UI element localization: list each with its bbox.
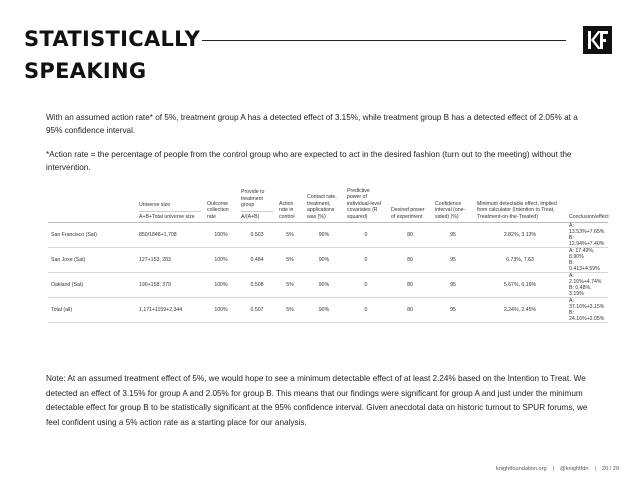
table-row <box>48 273 608 298</box>
page-number: 20 / 29 <box>601 466 619 472</box>
cell-power: 80 <box>388 223 432 248</box>
page-footer <box>496 466 619 472</box>
th-min-detectable: Minimum detectable effect, implied from calculator (Intention to Treat, Treatment-on-the-Treated) <box>474 186 566 223</box>
cell-provide: 0.484 <box>238 248 276 273</box>
th-conclusion: Conclusion/effect <box>566 186 608 223</box>
th-desired-power: Desired power of experiment <box>388 186 432 223</box>
th-outcome-rate: Outcome collection rate <box>204 186 238 223</box>
cell-confidence: 95 <box>432 248 474 273</box>
cell-area: Total (all) <box>48 298 136 323</box>
footer-separator: | <box>552 466 555 472</box>
table-row <box>48 298 608 323</box>
title-block <box>21 26 203 84</box>
cell-universe: 1,171+1159+2,344 <box>136 298 204 323</box>
cell-conclusion: A: 2.10%+4.74% B: 0.48%, 3.19% <box>566 273 608 298</box>
cell-contact: 90% <box>304 273 344 298</box>
cell-power: 80 <box>388 273 432 298</box>
cell-action: 5% <box>276 298 304 323</box>
cell-outcome: 100% <box>204 248 238 273</box>
page-title-line-1: STATISTICALLY <box>21 26 203 52</box>
footer-site-link[interactable]: knightfoundation.org <box>495 466 547 472</box>
cell-confidence: 95 <box>432 298 474 323</box>
analysis-note: Note: At an assumed treatment effect of 5%, we would hope to see a minimum detectable effect of at least 2.24% based on the Intention to Treat. We detected an effect of 3.15% for group A and 2.05% for group B. This means that our findings were significant for group A and just under the minimum detectable effect for group B to be statistically significant at the 95% confidence interval. Given anecdotal data on historic turnout to SPUR forums, we feel confident using a 5% action rate as a starting place for our analysis. <box>46 374 588 427</box>
cell-provide: 0.508 <box>238 273 276 298</box>
th-confidence: Confidence interval (one-sided) (%) <box>432 186 474 223</box>
cell-action: 5% <box>276 273 304 298</box>
cell-mde: 2.24%, 2.45% <box>474 298 566 323</box>
cell-mde: 2.82%, 3.13% <box>474 223 566 248</box>
th-contact-rate: Contact rate, treatment, applications was (%) <box>304 186 344 223</box>
cell-universe: 190+158, 379 <box>136 273 204 298</box>
cell-provide: 0.503 <box>238 223 276 248</box>
cell-predictive: 0 <box>344 223 388 248</box>
power-analysis-table <box>48 186 608 340</box>
cell-area: Oakland (Sat) <box>48 273 136 298</box>
cell-contact: 90% <box>304 223 344 248</box>
action-rate-footnote: *Action rate = the percentage of people from the control group who are expected to act in the desired fashion (turn out to the meeting) without the intervention. <box>46 150 572 172</box>
knight-foundation-logo <box>583 26 612 54</box>
th-predictive-power: Predictive power of individual-level covariates (R squared) <box>344 186 388 223</box>
cell-provide: 0.507 <box>238 298 276 323</box>
cell-action: 5% <box>276 248 304 273</box>
th-provide-treatment: Provide to treatment group A/(A+B) <box>238 186 276 223</box>
cell-conclusion: A: 17.49%, 8.90% B: 0.413+4.59% <box>566 248 608 273</box>
cell-predictive: 0 <box>344 298 388 323</box>
th-action-rate: Action rate in control <box>276 186 304 223</box>
cell-predictive: 0 <box>344 248 388 273</box>
cell-universe: 850/1848+1,708 <box>136 223 204 248</box>
cell-outcome: 100% <box>204 298 238 323</box>
cell-universe: 127+153, 283 <box>136 248 204 273</box>
cell-confidence: 95 <box>432 273 474 298</box>
table-row <box>48 248 608 273</box>
cell-conclusion: A: 13.53%+7.65% B: 12.94%+7.40% <box>566 223 608 248</box>
th-area <box>48 186 136 223</box>
cell-contact: 90% <box>304 248 344 273</box>
footer-separator: | <box>594 466 596 472</box>
intro-paragraph: With an assumed action rate* of 5%, treatment group A has a detected effect of 3.15%, while treatment group B has a detected effect of 2.05% at a 95% confidence interval. <box>46 113 578 135</box>
th-universe-size: Universe size A+B+Total universe size <box>136 186 204 223</box>
cell-contact: 90% <box>304 298 344 323</box>
cell-mde: 6.73%, 7.63 <box>474 248 566 273</box>
cell-mde: 5.67%, 6.19% <box>474 273 566 298</box>
title-rule <box>202 40 566 41</box>
cell-action: 5% <box>276 223 304 248</box>
cell-outcome: 100% <box>204 223 238 248</box>
cell-predictive: 0 <box>344 273 388 298</box>
table-header-row <box>48 186 608 223</box>
table-row <box>48 223 608 248</box>
cell-area: San Jose (Sat) <box>48 248 136 273</box>
cell-confidence: 95 <box>432 223 474 248</box>
footer-twitter-handle[interactable]: @knightfdn <box>560 466 589 472</box>
cell-power: 80 <box>388 248 432 273</box>
cell-conclusion: A: 37.16%+3.15% B: 24.16%+2.05% <box>566 298 608 323</box>
cell-area: San Francisco (Sat) <box>48 223 136 248</box>
cell-outcome: 100% <box>204 273 238 298</box>
page-title-line-2: SPEAKING <box>21 58 149 84</box>
kf-logo-icon <box>587 30 609 50</box>
cell-power: 80 <box>388 298 432 323</box>
